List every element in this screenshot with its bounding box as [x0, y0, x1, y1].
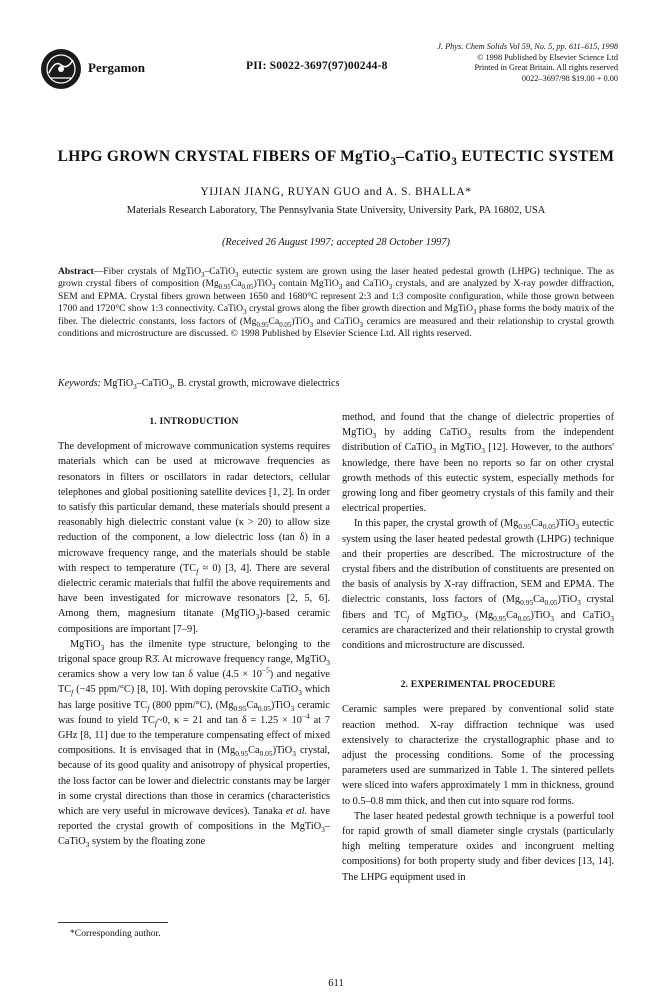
section-heading-experimental: 2. EXPERIMENTAL PROCEDURE [400, 679, 556, 691]
footnote-rule [58, 922, 168, 923]
left-column [58, 410, 330, 850]
abstract-text: —Fiber crystals of MgTiO$_3$–CaTiO$_3$ eutectic system are grown using the laser heated pedestal growth (LHPG) technique. The as grown crystal fibers of composition $(Mg_{0.95}Ca_{0.05})TiO_3$ contain MgTiO$_3$ and CaTiO$_3$ crystals, and are analyzed by X-ray powder diffraction, SEM and EPMA. Crystal fibers grown between 1650 and 1680°C represent 2:3 and 1:3 composite configuration, while those grown between 1700 and 1720°C show 1:3 connectivity. CaTiO$_3$ crystal grows along the fiber growth direction and MgTiO$_3$ phase forms the body matrix of the fiber. The dielectric constants, loss factors of $(Mg_{0.95}Ca_{0.05})TiO_3$ and CaTiO$_3$ ceramics are measured and their relationship to crystal growth conditions and microstructure are discussed. © 1998 Published by Elsevier Science Ltd. All rights reserved. [58, 266, 615, 340]
publisher-name: Pergamon [88, 60, 146, 75]
footnote: *Corresponding author. [70, 928, 161, 939]
abstract-label: Abstract [58, 266, 94, 277]
right-paragraph-1: method, and found that the change of dielectric properties of MgTiO$_3$ by adding CaTiO$_3$ results from the independent distribution of CaTiO$_3$ in MgTiO$_3$ [12]. However, to the authors' knowledge, there have been no reports so far on other crystal growth methods of this eutectic system, especially methods for growing long and fiber geometry crystals of this family and their electrical properties. [342, 412, 614, 515]
right-paragraph-2: In this paper, the crystal growth of $(Mg_{0.95}Ca_{0.05})TiO_3$ eutectic system using the laser heated pedestal growth (LHPG) technique and their properties are described. The microstructure of the crystal fibers and the distribution of constituents are presented on the basis of analysis by X-ray diffraction, SEM and EPMA. The dielectric constants, loss factors of $(Mg_{0.95}Ca_{0.05})TiO_3$ crystal fibers and $TC_f$ of MgTiO$_3$, $(Mg_{0.95}Ca_{0.05})TiO_3$ and CaTiO$_3$ ceramics are characterized and their relationship to crystal growth conditions and microstructure are discussed. [342, 518, 614, 652]
journal-line-2: © 1998 Published by Elsevier Science Ltd [477, 52, 618, 62]
intro-paragraph-1: The development of microwave communication systems requires materials which can be used at microwave frequencies as resonators in filters or oscillators in radar detectors, cellular telephones and global positioning satellite devices [1, 2]. In order to satisfy this particular demand, these materials should present a reasonably high dielectric constant value (κ > 20) to allow size reduction of the component, a low dielectric loss (tan δ) in a microwave frequency range, and the materials should be stable with respect to temperature $(TC_f \approx 0)$ [3, 4]. There are several dielectric ceramic materials that fulfil the above requirements and have been investigated for microwave resonators [2, 5, 6]. Among them, magnesium titanate (MgTiO$_3$)-based ceramic compositions are important [7–9]. [58, 441, 330, 635]
experimental-paragraph-2: The laser heated pedestal growth technique is a powerful tool for rapid growth of small diameter single crystals (particularly high melting temperature oxides and incongruent melting compositions) for both property study and fiber devices [13, 14]. The LHPG equipment used in [342, 810, 614, 883]
right-column [342, 410, 614, 885]
affiliation: Materials Research Laboratory, The Pennsylvania State University, University Park, PA 16802, USA [126, 205, 546, 216]
journal-line-3: Printed in Great Britain. All rights reserved [474, 63, 618, 73]
journal-line-4: 0022–3697/98 $19.00 + 0.00 [521, 73, 618, 83]
pii-identifier: PII: S0022-3697(97)00244-8 [246, 60, 388, 72]
page-number: 611 [328, 978, 344, 989]
received-dates: (Received 26 August 1997; accepted 28 October 1997) [221, 237, 451, 248]
intro-paragraph-2: MgTiO$_3$ has the ilmenite type structure, belonging to the trigonal space group R3̄. At microwave frequency range, MgTiO$_3$ ceramics show a very low tan δ value $(4.5 \times 10^{-5})$ and negative $TC_f$ (−45 ppm/°C) [8, 10]. With doping perovskite CaTiO$_3$ which has large positive $TC_f$ (800 ppm/°C), $(Mg_{0.95}Ca_{0.05})TiO_3$ ceramic was found to yield $TC_f\sim 0$, κ = 21 and $\tan \delta = 1.25 \times 10^{-4}$ at 7 GHz [8, 11] due to the temperature compensating effect of mixed compositions. It is envisaged that in $(Mg_{0.95}Ca_{0.05})TiO_3$ crystal, because of its good quality and anisotropy of physical properties, the loss factor can be lower and dielectric constants may be larger in some crystal directions than those in ceramics (characteristics which are very useful in microwave devices). Tanaka et al. have reported the crystal growth of compositions in the MgTiO$_3$–CaTiO$_3$ system by the floating zone [58, 638, 331, 850]
publisher-logo [40, 48, 82, 90]
keywords-label: Keywords: [58, 378, 101, 389]
paper-title: LHPG GROWN CRYSTAL FIBERS OF MgTiO$_3$–CaTiO$_3$ EUTECTIC SYSTEM [57, 148, 615, 169]
journal-line-1: J. Phys. Chem Solids Vol 59, No. 5, pp. 611–615, 1998 [437, 42, 618, 51]
keywords-text: MgTiO$_3$–CaTiO$_3$, B. crystal growth, microwave dielectrics [100, 378, 340, 391]
journal-citation [378, 42, 618, 84]
keywords [58, 378, 614, 389]
section-spacer [342, 653, 614, 673]
abstract [58, 266, 614, 340]
section-heading-introduction: 1. INTRODUCTION [149, 416, 239, 427]
experimental-paragraph-1: Ceramic samples were prepared by conventional solid state reaction method. X-ray diffraction technique was used extensively to characterize the crystallographic phase and to adjust the processing conditions. Some of the processing parameters used are summarized in Table 1. The sintered pellets were sliced into wafers approximately 1 mm in thickness, ground to 0.5–0.8 mm thick, and then cut into square rod forms. [342, 704, 614, 807]
authors: YIJIAN JIANG, RUYAN GUO and A. S. BHALLA* [200, 186, 472, 198]
